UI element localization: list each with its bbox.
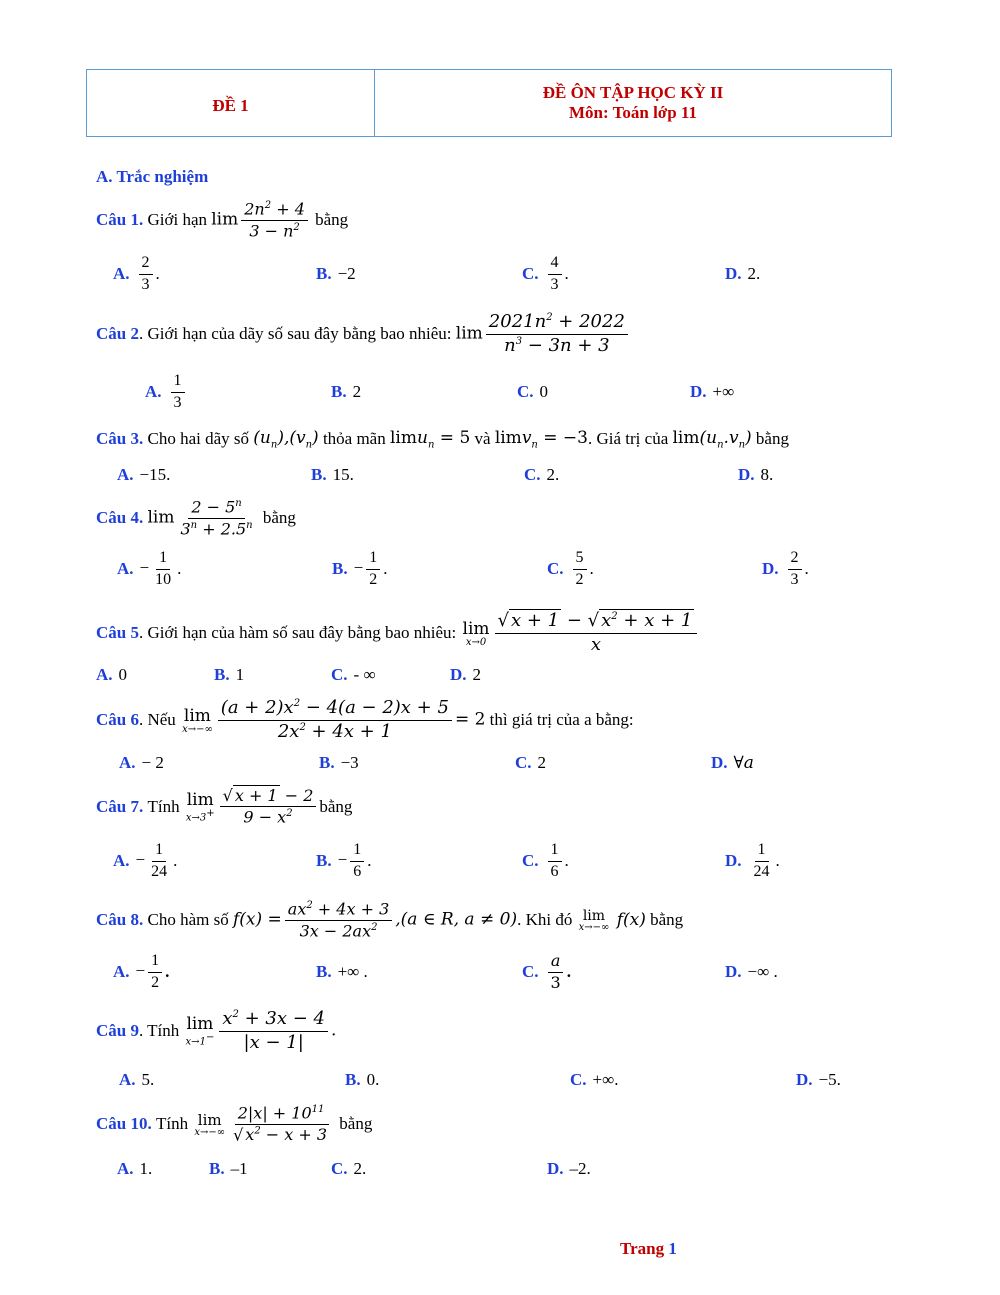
option-d[interactable] bbox=[762, 549, 809, 589]
option-label: C. bbox=[522, 264, 539, 283]
option-d[interactable] bbox=[547, 1149, 591, 1189]
question-label: Câu 2 bbox=[96, 324, 139, 343]
option-value: 5. bbox=[141, 1070, 155, 1089]
option-formula: $\frac{4}{3}$ bbox=[548, 254, 562, 294]
question-7 bbox=[96, 780, 352, 834]
option-label: D. bbox=[450, 665, 467, 684]
option-c[interactable] bbox=[331, 1149, 366, 1189]
option-d[interactable] bbox=[690, 372, 734, 412]
option-value: . bbox=[177, 559, 182, 578]
option-c[interactable] bbox=[522, 952, 571, 992]
option-d[interactable] bbox=[725, 952, 778, 992]
option-a[interactable] bbox=[145, 372, 188, 412]
question-6 bbox=[96, 692, 634, 748]
option-label: C. bbox=[522, 962, 539, 981]
option-value: +∞. bbox=[592, 1070, 619, 1089]
question-8-function: f(x) = $\frac{ax^2 + 4x + 3}{3x - 2ax^2}$ ,(a ∈ R, a ≠ 0) bbox=[232, 899, 518, 940]
option-label: C. bbox=[517, 382, 534, 401]
question-text: Giới hạn bbox=[147, 210, 207, 229]
question-text: thỏa mãn bbox=[322, 429, 386, 448]
question-4 bbox=[96, 494, 296, 542]
option-formula: $\frac{1}{6}$ bbox=[548, 841, 562, 881]
header-right-cell bbox=[375, 70, 891, 136]
option-d[interactable] bbox=[711, 743, 754, 783]
question-5-formula: lim x→0 $\frac{√ x + 1 - √ x^2 + x + 1}{x}$ bbox=[461, 611, 701, 655]
option-c[interactable] bbox=[522, 841, 569, 881]
option-value: - ∞ bbox=[353, 665, 376, 684]
limit-product-formula: $\lim(u_n.v_n)$ bbox=[672, 427, 752, 451]
page-footer bbox=[620, 1239, 677, 1259]
option-value: −15. bbox=[139, 465, 171, 484]
question-4-formula: lim $\frac{2 - 5^n}{3^n + 2.5^n}$ bbox=[147, 497, 253, 538]
option-label: B. bbox=[316, 264, 332, 283]
question-text-tail: bằng bbox=[650, 910, 684, 929]
question-text-tail: thì giá trị của a bằng: bbox=[489, 710, 634, 729]
limit-u-formula: limu$_n$ = 5 bbox=[389, 427, 471, 451]
question-label: Câu 5 bbox=[96, 623, 139, 642]
option-value: 1. bbox=[139, 1159, 153, 1178]
option-value: −∞ . bbox=[747, 962, 778, 981]
option-value: 2 bbox=[537, 753, 547, 772]
option-formula: − $\frac{1}{10}$ bbox=[139, 549, 172, 588]
question-9 bbox=[96, 1002, 336, 1060]
option-value: 0. bbox=[366, 1070, 380, 1089]
option-value: . bbox=[566, 962, 571, 981]
option-value: . bbox=[165, 962, 170, 981]
exam-number: ĐỀ 1 bbox=[212, 96, 249, 115]
option-c[interactable] bbox=[515, 743, 546, 783]
option-value: . bbox=[589, 559, 594, 578]
option-value: 2 bbox=[472, 665, 482, 684]
option-formula: $\frac{1}{24}$ bbox=[753, 841, 770, 880]
option-label: C. bbox=[524, 465, 541, 484]
options-2 bbox=[0, 372, 1000, 412]
option-label: C. bbox=[547, 559, 564, 578]
question-text: Tính bbox=[155, 1114, 189, 1133]
question-text: Cho hai dãy số bbox=[147, 429, 250, 448]
question-text: . Giới hạn của dãy số sau đây bằng bao nhiêu: bbox=[138, 324, 452, 343]
option-b[interactable] bbox=[316, 841, 371, 881]
option-label: D. bbox=[690, 382, 707, 401]
question-text: . Khi đó bbox=[517, 910, 573, 929]
option-value: 2. bbox=[747, 264, 761, 283]
option-label: B. bbox=[316, 851, 332, 870]
option-value: –1 bbox=[230, 1159, 248, 1178]
option-label: B. bbox=[316, 962, 332, 981]
option-a[interactable] bbox=[96, 655, 127, 695]
option-label: A. bbox=[113, 264, 130, 283]
option-a[interactable] bbox=[117, 549, 181, 589]
header-left-cell bbox=[87, 70, 375, 136]
option-value: +∞ bbox=[712, 382, 735, 401]
option-c[interactable] bbox=[524, 455, 559, 495]
option-formula: − $\frac{1}{2}$ bbox=[354, 549, 384, 589]
option-b[interactable] bbox=[332, 549, 387, 589]
option-label: D. bbox=[725, 962, 742, 981]
question-1 bbox=[96, 196, 348, 244]
option-value: 2 bbox=[352, 382, 362, 401]
option-label: A. bbox=[119, 753, 136, 772]
option-value: . bbox=[173, 851, 178, 870]
option-c[interactable] bbox=[570, 1060, 619, 1100]
option-label: A. bbox=[117, 559, 134, 578]
option-value: . bbox=[564, 264, 569, 283]
options-6 bbox=[0, 743, 1000, 783]
option-value: . bbox=[804, 559, 809, 578]
option-a[interactable] bbox=[113, 952, 169, 992]
options-8 bbox=[0, 952, 1000, 992]
option-value: 15. bbox=[332, 465, 354, 484]
options-5 bbox=[0, 655, 1000, 695]
option-a[interactable] bbox=[113, 841, 177, 881]
option-b[interactable] bbox=[319, 743, 359, 783]
option-label: A. bbox=[117, 1159, 134, 1178]
option-c[interactable] bbox=[517, 372, 548, 412]
question-2 bbox=[96, 306, 631, 362]
question-3 bbox=[96, 426, 789, 452]
question-10 bbox=[96, 1096, 372, 1152]
question-text: Tính bbox=[147, 797, 180, 816]
option-d[interactable] bbox=[796, 1060, 841, 1100]
option-label: B. bbox=[332, 559, 348, 578]
option-label: B. bbox=[319, 753, 335, 772]
option-label: D. bbox=[547, 1159, 564, 1178]
question-text: . Nếu bbox=[138, 710, 176, 729]
question-text-tail: bằng bbox=[319, 797, 353, 816]
option-value: 2. bbox=[353, 1159, 367, 1178]
question-6-formula: lim x→−∞ $\frac{(a + 2)x^2 - 4(a - 2)x + 5}{2x^2 + 4x + 1}$ = 2 bbox=[182, 696, 486, 742]
option-label: A. bbox=[117, 465, 134, 484]
option-b[interactable] bbox=[214, 655, 244, 695]
options-10 bbox=[0, 1149, 1000, 1189]
option-label: B. bbox=[214, 665, 230, 684]
options-3 bbox=[0, 455, 1000, 495]
option-value: . bbox=[383, 559, 388, 578]
option-value: . bbox=[775, 851, 780, 870]
option-formula: $\frac{1}{3}$ bbox=[171, 372, 185, 412]
option-label: D. bbox=[725, 264, 742, 283]
option-a[interactable] bbox=[119, 1060, 154, 1100]
option-label: A. bbox=[113, 962, 130, 981]
option-value: 1 bbox=[235, 665, 245, 684]
option-formula: − $\frac{1}{6}$ bbox=[338, 841, 368, 881]
option-label: A. bbox=[145, 382, 162, 401]
option-label: B. bbox=[311, 465, 327, 484]
options-1 bbox=[0, 254, 1000, 294]
option-c[interactable] bbox=[547, 549, 594, 589]
option-b[interactable] bbox=[316, 952, 368, 992]
option-label: A. bbox=[113, 851, 130, 870]
option-value: . bbox=[155, 264, 160, 283]
question-text: . Giới hạn của hàm số sau đây bằng bao nhiêu: bbox=[138, 623, 457, 642]
option-label: C. bbox=[570, 1070, 587, 1089]
question-text-tail: bằng bbox=[339, 1114, 373, 1133]
option-label: D. bbox=[796, 1070, 813, 1089]
option-value: 0 bbox=[539, 382, 549, 401]
question-text: . Giá trị của bbox=[588, 429, 669, 448]
question-1-formula: lim $\frac{2n^2 + 4}{3 - n^2}$ bbox=[211, 200, 311, 240]
option-d[interactable] bbox=[725, 841, 780, 881]
question-label: Câu 9 bbox=[96, 1021, 139, 1040]
option-c[interactable] bbox=[522, 254, 569, 294]
option-b[interactable] bbox=[345, 1060, 379, 1100]
question-8-limit: lim x→−∞ f(x) bbox=[578, 907, 646, 933]
option-value: −5. bbox=[818, 1070, 841, 1089]
option-a[interactable] bbox=[117, 455, 170, 495]
option-label: B. bbox=[209, 1159, 225, 1178]
question-label: Câu 6 bbox=[96, 710, 139, 729]
question-label: Câu 7. bbox=[96, 797, 144, 816]
option-label: C. bbox=[522, 851, 539, 870]
question-text-tail: bằng bbox=[262, 508, 296, 527]
option-formula: − $\frac{1}{24}$ bbox=[135, 841, 168, 880]
question-label: Câu 8. bbox=[96, 910, 144, 929]
option-value: 0 bbox=[118, 665, 128, 684]
option-value: −3 bbox=[340, 753, 359, 772]
option-d[interactable] bbox=[450, 655, 481, 695]
options-7 bbox=[0, 841, 1000, 881]
option-value: 8. bbox=[760, 465, 774, 484]
question-8 bbox=[96, 894, 683, 946]
question-2-formula: lim $\frac{2021n^2 + 2022}{n^3 - 3n + 3}$ bbox=[456, 312, 631, 356]
question-label: Câu 1. bbox=[96, 210, 144, 229]
option-d[interactable] bbox=[725, 254, 760, 294]
option-c[interactable] bbox=[331, 655, 376, 695]
option-value: 2. bbox=[546, 465, 560, 484]
header-box bbox=[86, 69, 892, 137]
option-b[interactable] bbox=[209, 1149, 248, 1189]
question-text-tail: bằng bbox=[755, 429, 789, 448]
option-value: +∞ . bbox=[337, 962, 368, 981]
question-label: Câu 3. bbox=[96, 429, 144, 448]
option-label: A. bbox=[119, 1070, 136, 1089]
question-5 bbox=[96, 604, 700, 662]
option-label: B. bbox=[331, 382, 347, 401]
question-text: và bbox=[474, 429, 491, 448]
option-formula: $\frac{5}{2}$ bbox=[573, 549, 587, 589]
option-value: . bbox=[367, 851, 372, 870]
option-label: C. bbox=[331, 665, 348, 684]
sequence-formula: $(u_n),(v_n)$ bbox=[253, 427, 319, 451]
option-label: C. bbox=[331, 1159, 348, 1178]
limit-v-formula: limv$_n$ = −3 bbox=[494, 427, 588, 451]
question-9-formula: lim x→1− $\frac{x^2 + 3x - 4}{|x - 1|}$ . bbox=[185, 1007, 337, 1053]
question-text-tail: bằng bbox=[315, 210, 349, 229]
option-value: . bbox=[564, 851, 569, 870]
options-9 bbox=[0, 1060, 1000, 1100]
section-title: A. Trắc nghiệm bbox=[96, 167, 209, 186]
question-label: Câu 10. bbox=[96, 1114, 152, 1133]
option-value: − 2 bbox=[141, 753, 164, 772]
option-b[interactable] bbox=[316, 254, 356, 294]
option-formula: $\frac{2}{3}$ bbox=[139, 254, 153, 294]
footer-label: Trang bbox=[620, 1239, 665, 1258]
option-b[interactable] bbox=[331, 372, 361, 412]
option-d[interactable] bbox=[738, 455, 773, 495]
option-a[interactable] bbox=[113, 254, 160, 294]
option-label: D. bbox=[725, 851, 742, 870]
question-label: Câu 4. bbox=[96, 508, 144, 527]
option-formula: $\frac{a}{3}$ bbox=[548, 952, 564, 992]
page-number: 1 bbox=[668, 1239, 677, 1258]
option-value: –2. bbox=[569, 1159, 591, 1178]
option-formula: $\frac{2}{3}$ bbox=[788, 549, 802, 589]
question-7-formula: lim x→3+ $\frac{√ x + 1 - 2}{9 - x^2}$ bbox=[184, 787, 320, 827]
option-label: C. bbox=[515, 753, 532, 772]
option-label: D. bbox=[738, 465, 755, 484]
exam-subject: Môn: Toán lớp 11 bbox=[569, 103, 697, 122]
option-label: D. bbox=[711, 753, 728, 772]
question-text: . Tính bbox=[138, 1021, 180, 1040]
option-label: D. bbox=[762, 559, 779, 578]
option-value: −2 bbox=[337, 264, 356, 283]
option-formula: − $\frac{1}{2}$ bbox=[136, 952, 166, 992]
question-10-formula: lim x→−∞ $\frac{2|x| + 10^{11}}{√ x^2 - x + 3}$ bbox=[194, 1103, 328, 1144]
exam-title: ĐỀ ÔN TẬP HỌC KỲ II bbox=[542, 83, 724, 102]
question-text: Cho hàm số bbox=[147, 910, 229, 929]
option-label: B. bbox=[345, 1070, 361, 1089]
option-a[interactable] bbox=[117, 1149, 152, 1189]
options-4 bbox=[0, 549, 1000, 589]
option-label: A. bbox=[96, 665, 113, 684]
option-a[interactable] bbox=[119, 743, 164, 783]
option-value: ∀a bbox=[733, 753, 754, 773]
option-b[interactable] bbox=[311, 455, 354, 495]
